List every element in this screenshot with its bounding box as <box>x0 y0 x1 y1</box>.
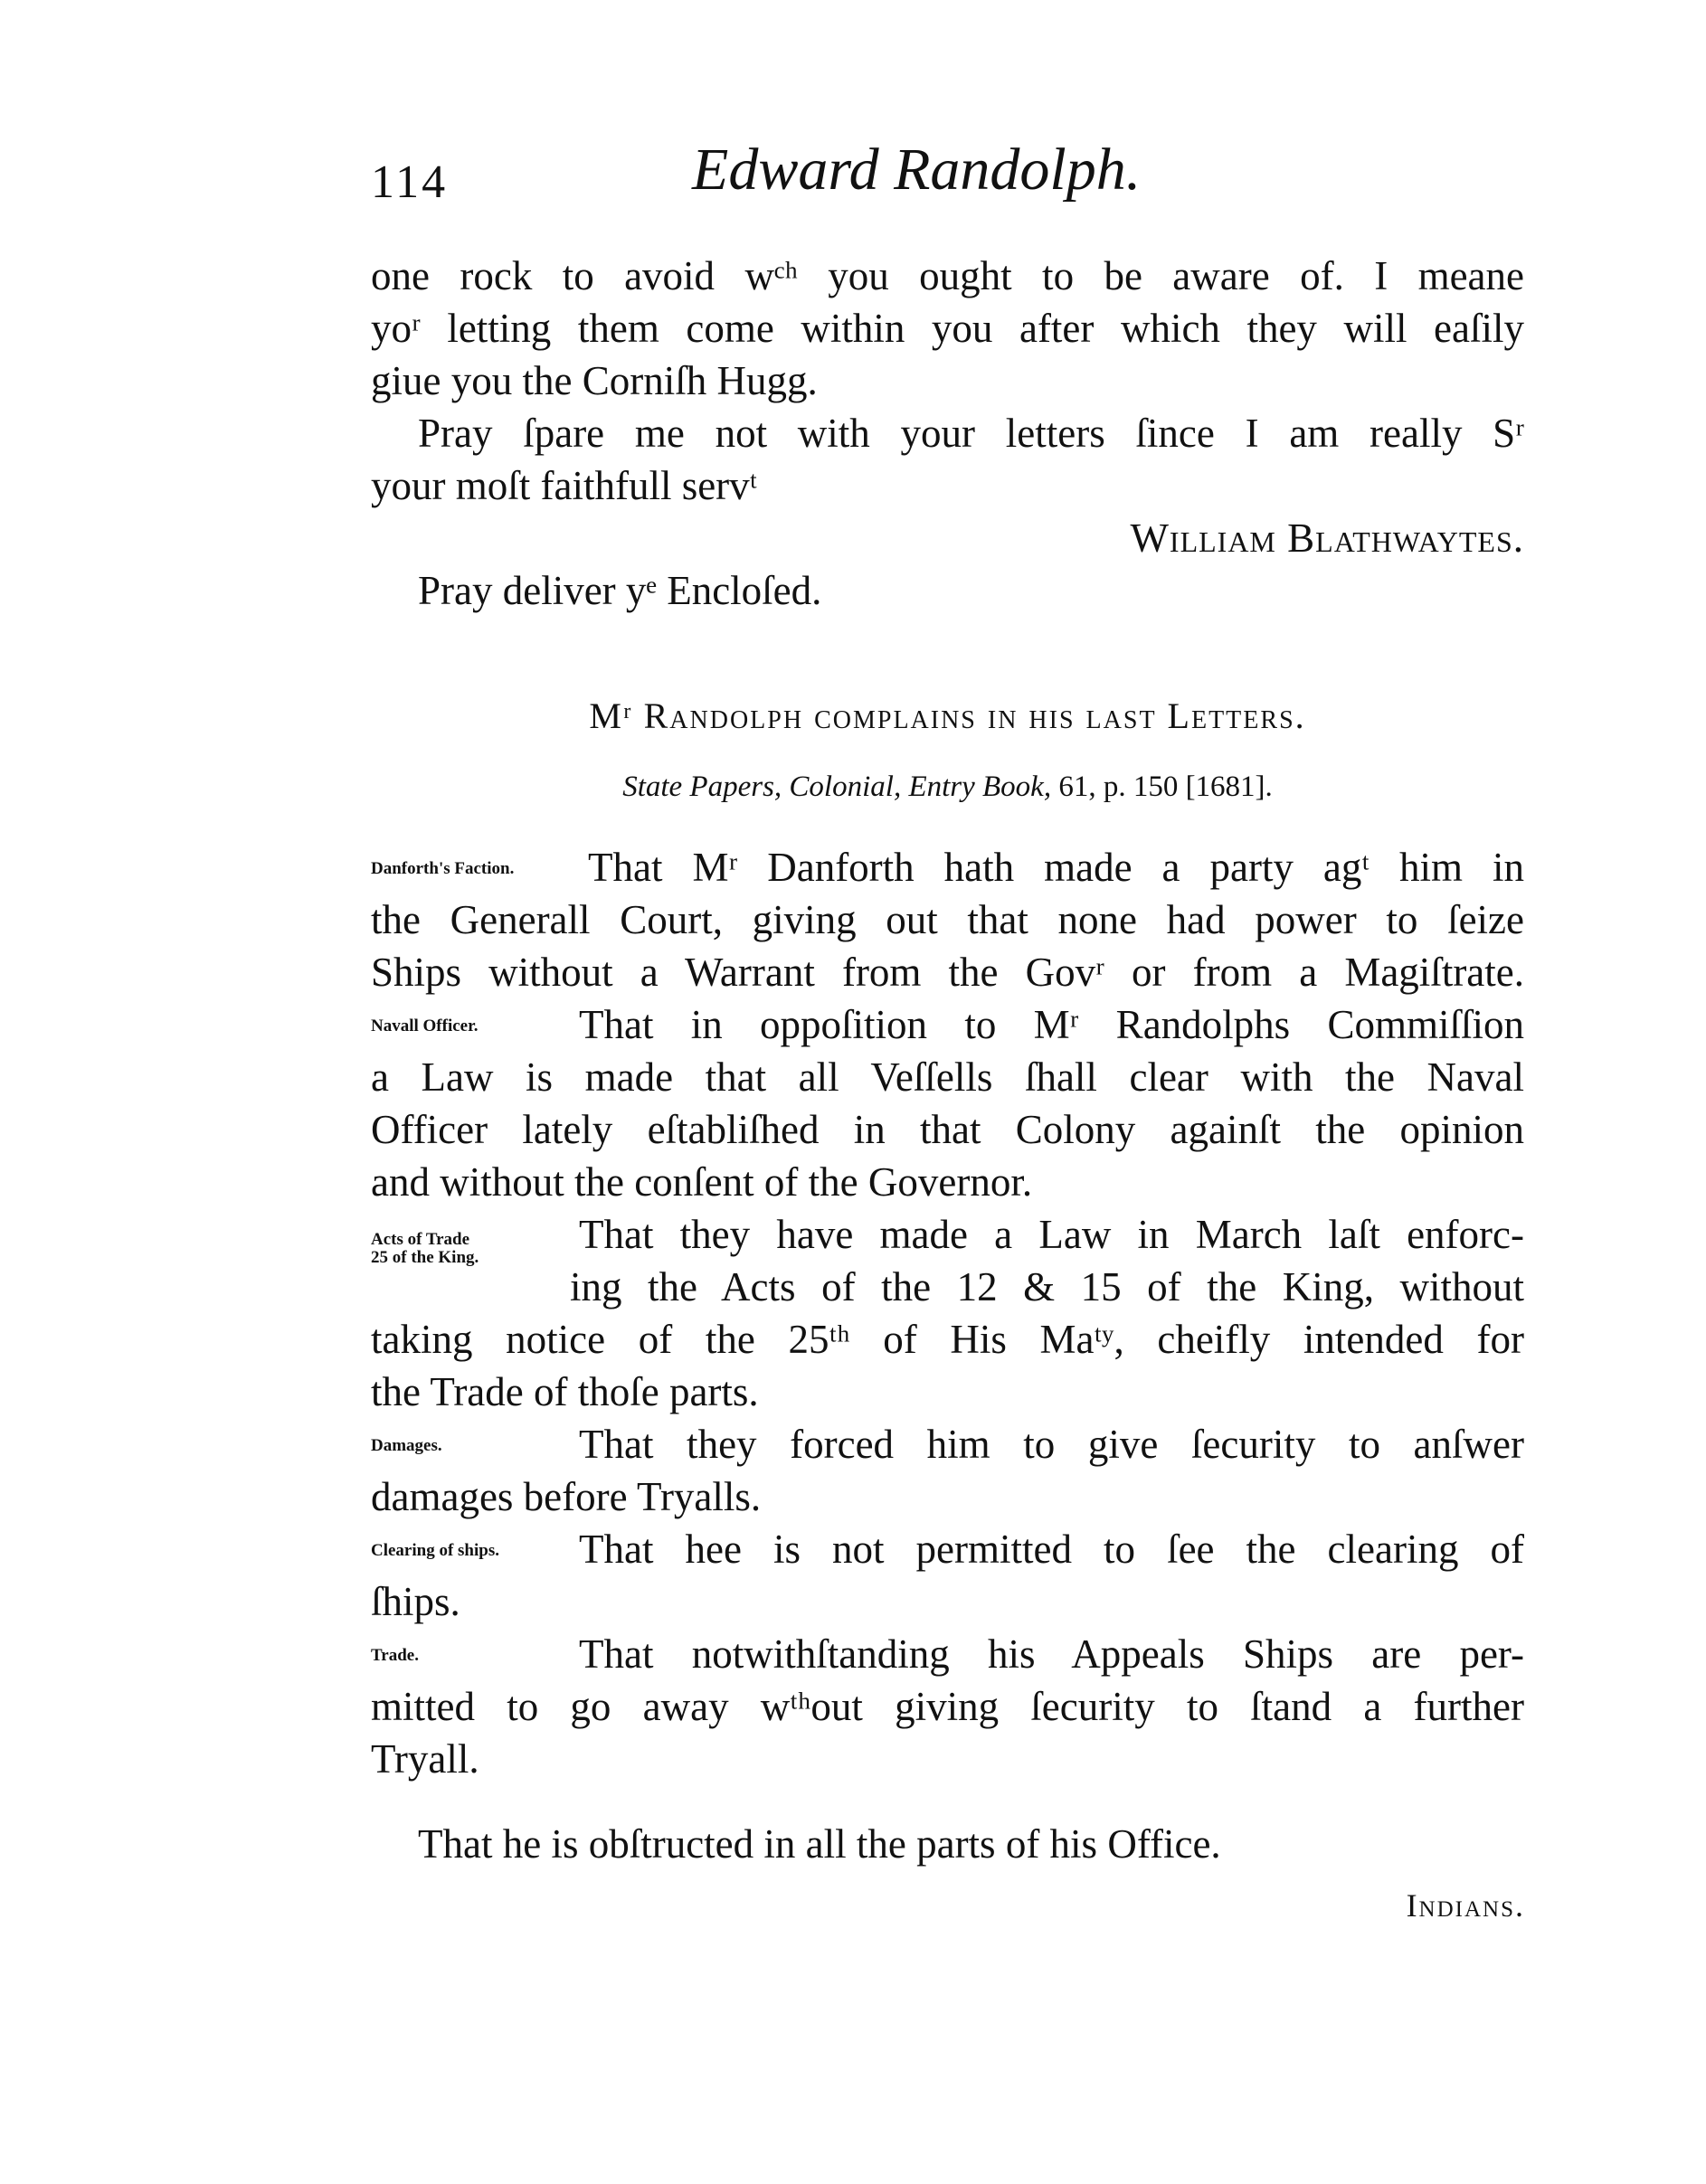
paragraph-first-line: That they forced him to give ſecurity to anſwer <box>579 1422 1524 1467</box>
source-italic: State Papers, Colonial, Entry Book, <box>622 771 1052 803</box>
paragraph-line: the Trade of thoſe parts. <box>371 1369 759 1414</box>
closing-paragraph <box>371 1818 1524 1870</box>
complaint-paragraph <box>371 1628 1524 1785</box>
postscript: Pray deliver yᵉ Encloſed. <box>418 568 822 613</box>
paragraph-line: a Law is made that all Veſſells ſhall clear with the Naval <box>371 1054 1524 1100</box>
margin-note: Trade. <box>371 1646 419 1665</box>
margin-note: Damages. <box>371 1436 442 1455</box>
complaint-paragraph <box>371 1418 1524 1523</box>
margin-note: 25 of the King. <box>371 1248 479 1267</box>
page-header <box>371 136 1538 217</box>
closing-line: That he is obſtructed in all the parts of his Office. <box>418 1821 1221 1867</box>
paragraph-first-line: That they have made a Law in March laſt enforc- <box>579 1212 1524 1257</box>
section-title: Mʳ Randolph complains in his last Letters. <box>589 695 1306 736</box>
margin-note: Acts of Trade <box>371 1230 470 1249</box>
letter-line: Pray ſpare me not with your letters ſince I am really Sʳ <box>418 411 1524 456</box>
paragraph-line: ing the Acts of the 12 & 15 of the King, without <box>570 1264 1524 1309</box>
complaint-paragraph <box>371 1208 1524 1418</box>
paragraph-line: ſhips. <box>371 1579 460 1624</box>
paragraph-first-line: That hee is not permitted to ſee the clearing of <box>579 1527 1524 1572</box>
complaint-paragraph <box>371 1523 1524 1628</box>
complaint-paragraph <box>371 998 1524 1208</box>
paragraph-line: Ships without a Warrant from the Govʳ or from a Magiſtrate. <box>371 950 1524 995</box>
running-head: Edward Randolph. <box>692 137 1142 203</box>
letter-ending <box>371 250 1524 617</box>
paragraph-first-line: That notwithſtanding his Appeals Ships are per- <box>579 1631 1524 1677</box>
letter-line: yoʳ letting them come within you after which they will eaſily <box>371 306 1524 351</box>
paragraph-first-line: That Mʳ Danforth hath made a party agᵗ him in <box>588 845 1524 890</box>
letter-line: giue you the Corniſh Hugg. <box>371 358 818 403</box>
margin-note: Navall Officer. <box>371 1016 479 1035</box>
complaint-paragraph <box>371 841 1524 998</box>
page-number: 114 <box>371 156 449 208</box>
paragraph-line: damages before Tryalls. <box>371 1474 762 1519</box>
paragraph-line: taking notice of the 25ᵗʰ of His Maᵗʸ, cheifly intended for <box>371 1317 1524 1362</box>
signature: William Blathwaytes. <box>1130 515 1524 561</box>
margin-note: Danforth's Faction. <box>371 859 515 878</box>
source-roman: 61, p. 150 [1681]. <box>1051 771 1273 803</box>
paragraph-line: mitted to go away wᵗʰout giving ſecurity to ſtand a further <box>371 1684 1524 1729</box>
margin-note: Clearing of ships. <box>371 1541 499 1560</box>
catchword: Indians. <box>1406 1887 1525 1924</box>
paragraph-first-line: That in oppoſition to Mʳ Randolphs Commiſſion <box>579 1002 1524 1047</box>
letter-line: one rock to avoid wᶜʰ you ought to be aware of. I meane <box>371 253 1524 298</box>
paragraph-line: and without the conſent of the Governor. <box>371 1159 1033 1205</box>
paragraph-line: the Generall Court, giving out that none had power to ſeize <box>371 897 1524 942</box>
letter-line: your moſt faithfull servᵗ <box>371 463 758 508</box>
paragraph-line: Officer lately eſtabliſhed in that Colony againſt the opinion <box>371 1107 1524 1152</box>
paragraph-line: Tryall. <box>371 1736 479 1782</box>
source-citation <box>371 771 1524 804</box>
